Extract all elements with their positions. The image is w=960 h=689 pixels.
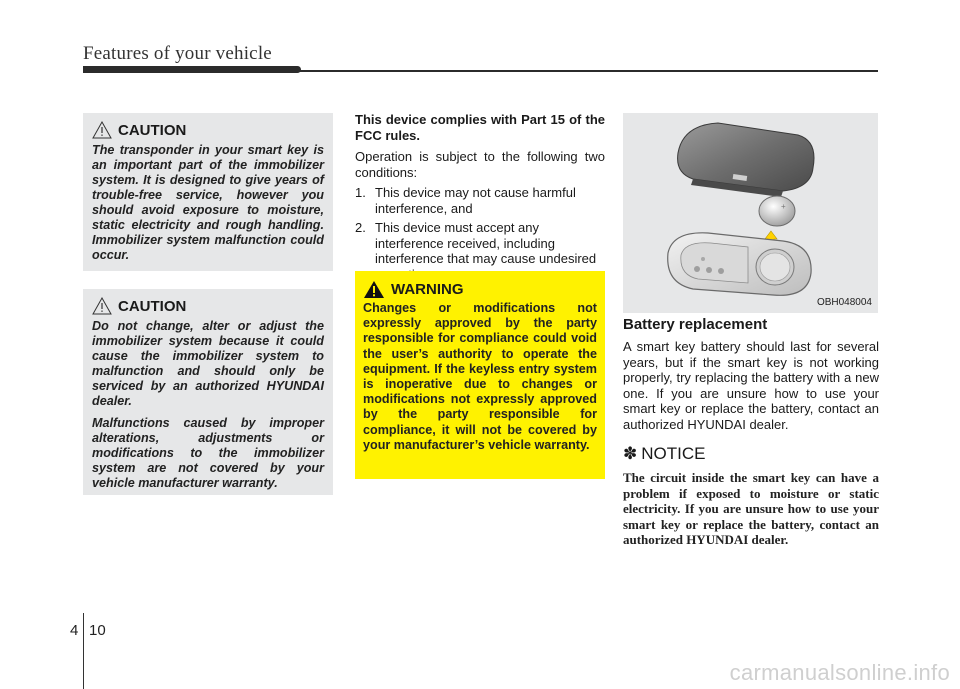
notice-title: NOTICE (641, 444, 706, 463)
page-header-title: Features of your vehicle (83, 43, 272, 64)
smart-key-illustration (623, 113, 878, 313)
list-item (355, 185, 605, 216)
notice-heading (623, 444, 879, 464)
section-number: 4 (70, 622, 79, 639)
caution-title: CAUTION (118, 121, 187, 139)
list-item-text: This device must accept any interference received, including interference that may cause undesired (375, 220, 597, 266)
battery-heading: Battery replacement (623, 316, 768, 333)
fcc-heading: This device complies with Part 15 of the FCC rules. (355, 112, 605, 143)
smart-key-battery-figure (623, 113, 878, 313)
warning-box (355, 271, 605, 479)
list-item-number: 1. (355, 185, 366, 200)
caution-heading (92, 297, 324, 315)
fcc-compliance-section (355, 112, 605, 282)
warning-triangle-icon (363, 280, 385, 299)
caution-heading (92, 121, 324, 139)
list-item-text: This device may not cause harmful interference, and (375, 185, 576, 216)
caution-triangle-icon (92, 121, 112, 139)
battery-replacement-section (623, 316, 879, 548)
caution-text-2: Malfunctions caused by improper alterations, adjustments or modifications to the immobilizer system are not covered by your vehicle manufacturer warranty. (92, 416, 324, 490)
warning-heading (363, 280, 597, 299)
header-rule (83, 70, 878, 72)
figure-code: OBH048004 (816, 297, 872, 308)
fcc-intro: Operation is subject to the following two conditions: (355, 149, 605, 180)
warning-text: Changes or modifications not expressly approved by the party responsible for compliance could void the user’s authority to operate the equipment. If the keyless entry system is inoperative due to changes or modifications not expressly approved by the party responsible for compliance, it will not be covered by your manufacturer’s vehicle warranty. (363, 301, 597, 452)
svg-text:+: + (781, 202, 786, 211)
watermark: carmanualsonline.info (729, 660, 950, 685)
warning-title: WARNING (391, 281, 464, 298)
page-number: 10 (89, 622, 106, 639)
battery-text: A smart key battery should last for several years, but if the smart key is not working properly, try replacing the battery with a new one. If you are unsure how to use your smart key or replace the battery, contact an authorized HYUNDAI dealer. (623, 339, 879, 432)
page-number-divider (83, 613, 84, 689)
caution-box-immobilizer (83, 289, 333, 495)
caution-text: The transponder in your smart key is an important part of the immobilizer system. It is designed to give years of trouble-free service, however you should avoid exposure to moisture, static electricity and rough handling. Immobilizer system malfunction could occur. (92, 143, 324, 262)
list-item-number: 2. (355, 220, 366, 235)
notice-star-icon: ✽ (623, 444, 638, 463)
caution-box-transponder (83, 113, 333, 271)
caution-triangle-icon (92, 297, 112, 315)
caution-text-1: Do not change, alter or adjust the immobilizer system because it could cause the immobilizer system to malfunction and should only be serviced by an authorized HYUNDAI dealer. (92, 319, 324, 408)
notice-text: The circuit inside the smart key can have a problem if exposed to moisture or static electricity. If you are unsure how to use your smart key or replace the battery, contact an authorized HYUNDAI dealer. (623, 470, 879, 547)
caution-title: CAUTION (118, 297, 187, 315)
